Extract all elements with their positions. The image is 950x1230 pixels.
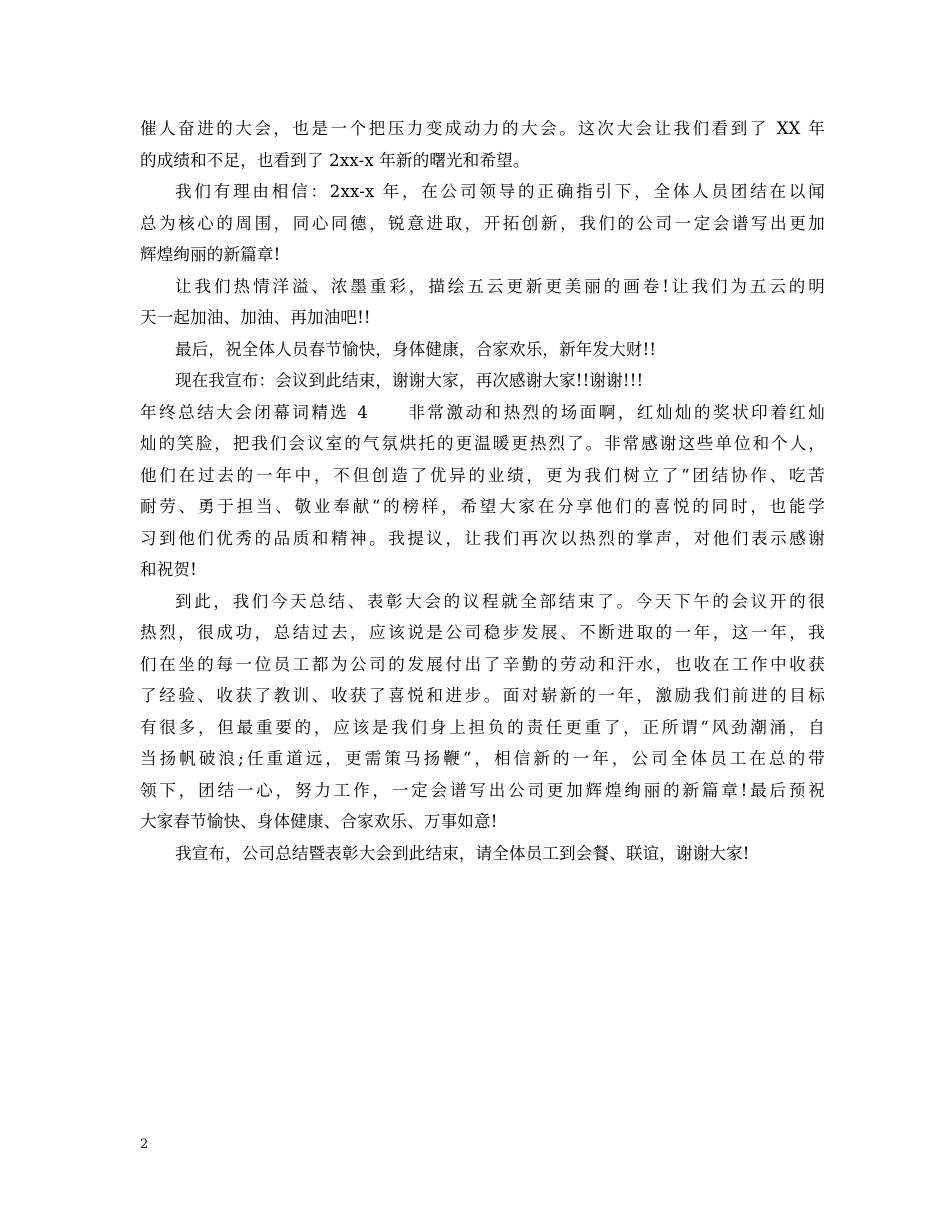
text-line: 现在我宣布：会议到此结束，谢谢大家，再次感谢大家!!谢谢!!! [175,371,644,390]
text-line: 们在坐的每一位员工都为公司的发展付出了辛勤的劳动和汗水，也收在工作中收获 [140,654,825,674]
text-line: 大家春节愉快、身体健康、合家欢乐、万事如意! [140,812,498,831]
text-line: 热烈，很成功，总结过去，应该说是公司稳步发展、不断进取的一年，这一年，我 [140,623,825,642]
text-line: 我宣布，公司总结暨表彰大会到此结束，请全体员工到会餐、联谊，谢谢大家! [175,843,750,863]
text-line: 催人奋进的大会，也是一个把压力变成动力的大会。这次大会让我们看到了 XX 年 [140,119,825,138]
text-line: 灿的笑脸，把我们会议室的气氛烘托的更温暖更热烈了。非常感谢这些单位和个人， [140,434,825,453]
document-body [140,113,825,869]
text-line: 辉煌绚丽的新篇章! [140,245,281,264]
text-line: 总为核心的周围，同心同德，锐意进取，开拓创新，我们的公司一定会谱写出更加 [140,213,825,233]
text-line: 到此，我们今天总结、表彰大会的议程就全部结束了。今天下午的会议开的很 [175,591,825,611]
text-line: 当扬帆破浪;任重道远，更需策马扬鞭“，相信新的一年，公司全体员工在总的带 [140,749,825,768]
text-line: 了经验、收获了教训、收获了喜悦和进步。面对崭新的一年，激励我们前进的目标 [140,686,825,705]
text-line: 和祝贺! [140,560,197,579]
page-number: 2 [140,1137,149,1152]
text-line: 天一起加油、加油、再加油吧!! [140,308,371,327]
text-line: 最后，祝全体人员春节愉快，身体健康，合家欢乐，新年发大财!! [175,339,657,359]
text-line: 我们有理由相信：2xx-x 年，在公司领导的正确指引下，全体人员团结在以闻 [175,182,825,201]
text-line: 有很多，但最重要的，应该是我们身上担负的责任更重了，正所谓“风劲潮涌，自 [140,717,825,737]
section-heading-line: 年终总结大会闭幕词精选 4 非常激动和热烈的场面啊，红灿灿的奖状印着红灿 [140,402,825,422]
text-line: 习到他们优秀的品质和精神。我提议，让我们再次以热烈的掌声，对他们表示感谢 [140,528,825,548]
text-line: 的成绩和不足，也看到了 2xx-x 年新的曙光和希望。 [140,150,530,170]
text-line: 让我们热情洋溢、浓墨重彩，描绘五云更新更美丽的画卷!让我们为五云的明 [175,276,825,296]
text-line: 他们在过去的一年中，不但创造了优异的业绩，更为我们树立了“团结协作、吃苦 [140,465,825,485]
text-line: 耐劳、勇于担当、敬业奉献“的榜样，希望大家在分享他们的喜悦的同时，也能学 [140,497,825,516]
text-line: 领下，团结一心，努力工作，一定会谱写出公司更加辉煌绚丽的新篇章!最后预祝 [140,780,825,800]
